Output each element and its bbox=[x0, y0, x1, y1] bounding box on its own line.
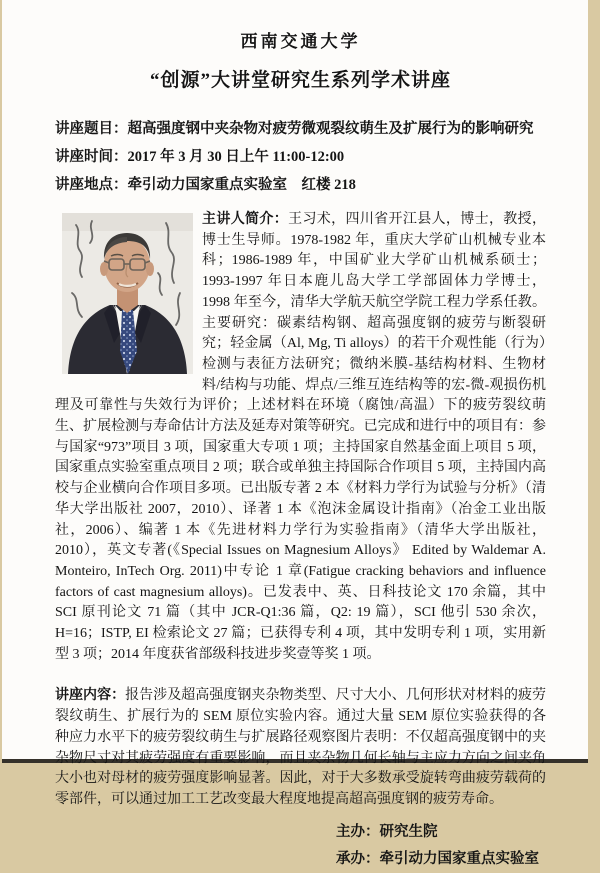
lecture-info-block bbox=[55, 115, 546, 199]
lecture-venue-line bbox=[55, 171, 546, 199]
host-label: 主办： bbox=[336, 823, 380, 840]
host-line bbox=[336, 819, 546, 846]
lecture-content-label: 讲座内容： bbox=[55, 688, 126, 704]
speaker-bio-label: 主讲人简介： bbox=[202, 212, 289, 227]
university-title: 西南交通大学 bbox=[240, 32, 361, 51]
lecture-venue-label: 讲座地点： bbox=[55, 177, 128, 193]
organizer-line bbox=[336, 846, 546, 873]
speaker-photo bbox=[62, 213, 193, 374]
lecture-time-line bbox=[55, 143, 546, 171]
lecture-topic-value: 超高强度钢中夹杂物对疲劳微观裂纹萌生及扩展行为的影响研究 bbox=[127, 121, 534, 137]
organizer-value: 牵引动力国家重点实验室 bbox=[379, 850, 539, 867]
lecture-time-label: 讲座时间： bbox=[55, 149, 128, 165]
lecture-content-paragraph bbox=[55, 686, 546, 810]
lecture-announcement-page bbox=[2, 0, 588, 867]
speaker-bio-text: 王习术，四川省开江县人，博士，教授，博士生导师。1978-1982 年，重庆大学矿山机械专业本科；1986-1989 年，中国矿业大学矿山机械系硕士；1993-1997 年日本鹿儿岛大学工学部固体力学博士，1998 年至今，清华大学航天航空学院工程力学系任教。主要研究：碳素结构钢、超高强度钢的疲劳与断裂研究；轻金属（Al, Mg, Ti alloys）的若干介观性能（行为）检测与表征方法研究；微纳米膜-基结构材料、生物材料/结构与功能、焊点/三维互连结构等的宏-微-观损伤机理及可靠性与失效行为评价；上述材料在环境（腐蚀/高温）下的疲劳裂纹萌生、扩展检测与寿命估计方法及延寿对策等研究。已完成和进行中的项目有：参与国家“973”项目 3 项，国家重大专项 1 项；主持国家自然基金面上项目 5 项，国家重点实验室重点项目 2 项；联合或单独主持国际合作项目 5 项，主持国内高校与企业横向合作项目多项。已出版专著 2 本《材料力学行为试验与分析》（清华大学出版社 2007，2010）、译著 1 本《泡沫金属设计指南》（冶金工业出版社，2006）、编著 1 本《先进材料力学行为实验指南》（清华大学出版社，2010），英文专著(《Special Issues on Magnesium Alloys》 Edited by Waldemar A. Monteiro, InTech Org. 2011)中专论 1 章(Fatigue cracking behaviors and influence factors of cast magnesium alloys)。已发表中、英、日科技论文 170 余篇，其中 SCI 原刊论文 71 篇（其中 JCR-Q1:36 篇，Q2: 19 篇），SCI 他引 530 余次，H=16；ISTP, EI 检索论文 27 篇；已获得专利 4 项，其中发明专利 1 项，实用新型 3 项；2014 年度获省部级科技进步奖壹等奖 1 项。 bbox=[55, 212, 547, 662]
lecture-time-value: 2017 年 3 月 30 日上午 11:00-12:00 bbox=[127, 149, 345, 165]
organizer-label: 承办： bbox=[336, 850, 380, 867]
lecture-series-title: “创源”大讲堂研究生系列学术讲座 bbox=[149, 70, 451, 91]
lecture-topic-label: 讲座题目： bbox=[55, 121, 128, 137]
host-value: 研究生院 bbox=[379, 823, 438, 840]
lecture-venue-value: 牵引动力国家重点实验室 红楼 218 bbox=[127, 177, 356, 193]
speaker-bio-paragraph bbox=[55, 210, 546, 665]
lecture-content-text: 报告涉及超高强度钢夹杂物类型、尺寸大小、几何形状对材料的疲劳裂纹萌生、扩展行为的 SEM 原位实验内容。通过大量 SEM 原位实验获得的各种应力水平下的疲劳裂纹萌生与扩展路径观察图片表明：不仅超高强度钢中的夹杂物尺寸对其疲劳强度有重要影响，而且夹杂物几何长轴与主应力方向之间夹角大小也对母材的疲劳强度影响显著。因此，对于大多数承受旋转弯曲疲劳载荷的零部件，可以通过加工工艺改变最大程度地提高超高强度钢的疲劳寿命。 bbox=[55, 688, 547, 807]
footer-block bbox=[336, 819, 546, 873]
lecture-topic-line bbox=[55, 115, 546, 143]
